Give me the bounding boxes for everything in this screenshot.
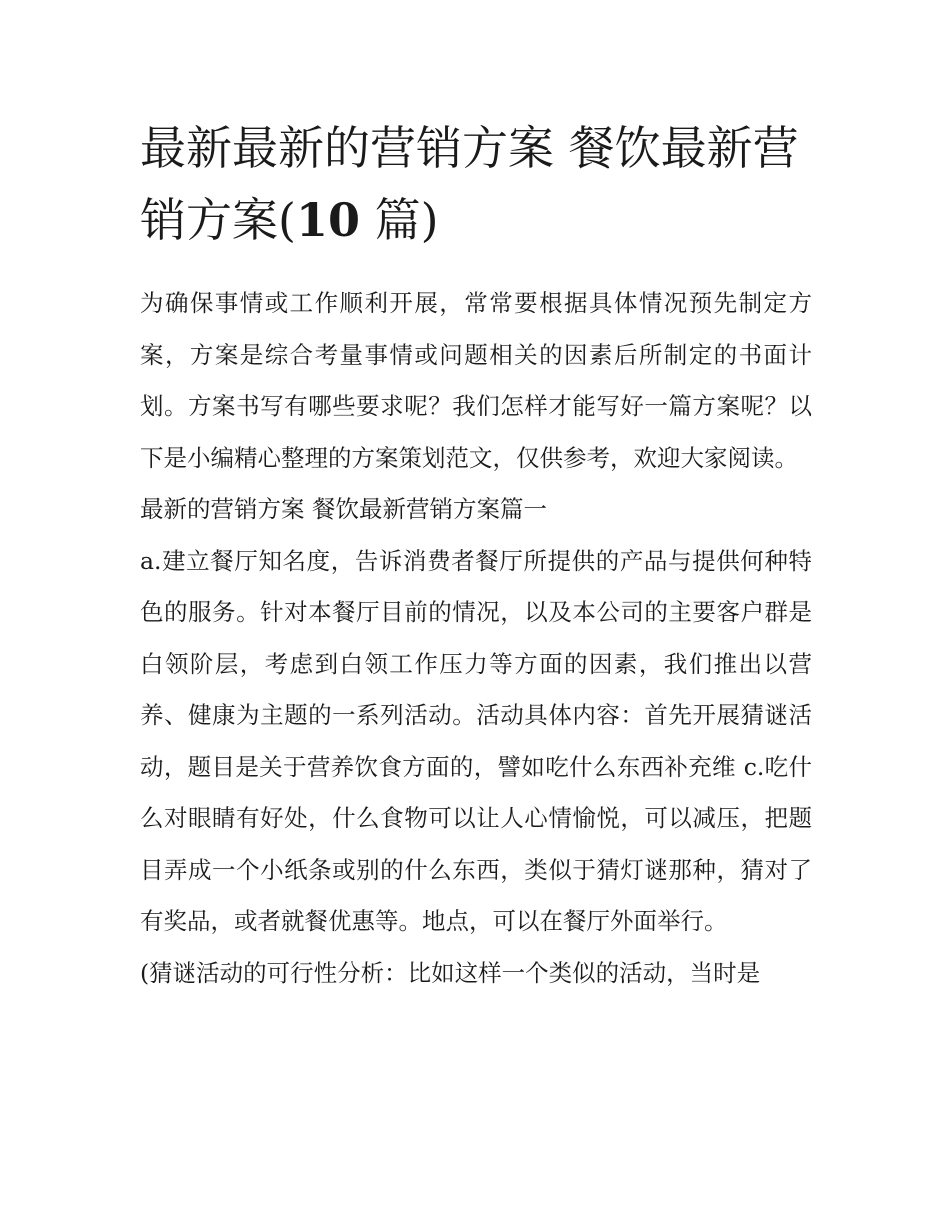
intro-paragraph: 为确保事情或工作顺利开展，常常要根据具体情况预先制定方案，方案是综合考量事情或问题相关的因素后所制定的书面计划。方案书写有哪些要求呢？我们怎样才能写好一篇方案呢？以下是小编精心整理的方案策划范文，仅供参考，欢迎大家阅读。 <box>140 289 812 472</box>
body-paragraph-2: (猜谜活动的可行性分析：比如这样一个类似的活动，当时是 <box>140 958 761 987</box>
section-heading: 最新的营销方案 餐饮最新营销方案篇一 <box>140 495 547 523</box>
title-suffix: 篇) <box>359 193 439 247</box>
document-title <box>140 112 812 256</box>
title-text: 最新最新的营销方案 餐饮最新营销方案( <box>140 121 799 247</box>
body-paragraph-1: a.建立餐厅知名度，告诉消费者餐厅所提供的产品与提供何种特色的服务。针对本餐厅目前的情况，以及本公司的主要客户群是白领阶层，考虑到白领工作压力等方面的因素，我们推出以营养、健康为主题的一系列活动。活动具体内容：首先开展猜谜活动，题目是关于营养饮食方面的，譬如吃什么东西补充维 c.吃什么对眼睛有好处，什么食物可以让人心情愉悦，可以减压，把题目弄成一个小纸条或别的什么东西，类似于猜灯谜那种，猜对了有奖品，或者就餐优惠等。地点，可以在餐厅外面举行。 <box>140 546 812 935</box>
document-body <box>140 112 812 999</box>
title-number: 10 <box>295 193 360 247</box>
